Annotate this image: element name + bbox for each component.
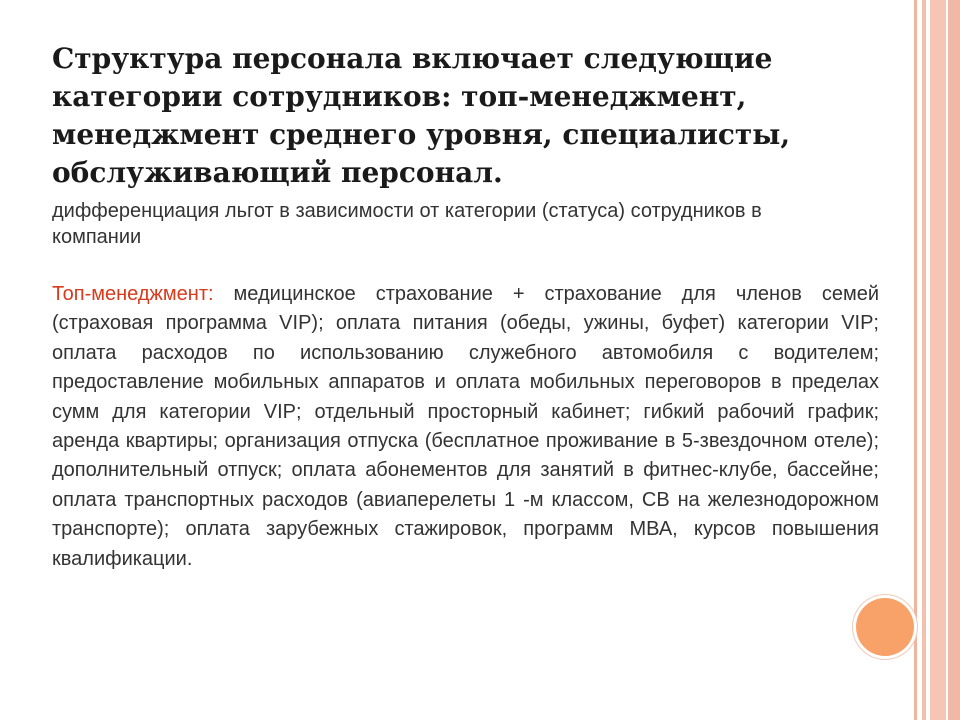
- stripe: [922, 0, 926, 720]
- decorative-side-stripes: [914, 0, 960, 720]
- subheading: дифференциация льгот в зависимости от категории (статуса) сотрудников в компании: [52, 200, 762, 248]
- stripe: [914, 0, 917, 720]
- body-paragraph: [52, 280, 879, 574]
- stripe: [930, 0, 946, 720]
- stripe: [948, 0, 960, 720]
- slide-title: Структура персонала включает следующие категории сотрудников: топ-менеджмент, менеджмент среднего уровня, специалисты, обслуживающий персонал.: [52, 42, 791, 189]
- body-lead: Топ-менеджмент:: [52, 283, 214, 305]
- body-text: медицинское страхование + страхование для членов семей (страховая программа VIP); оплата питания (обеды, ужины, буфет) категории VIP; оплата расходов по использованию служебного автомобиля с водителем; предоставление мобильных аппаратов и оплата мобильных переговоров в пределах сумм для категории VIP; отдельный просторный кабинет; гибкий рабочий график; аренда квартиры; организация отпуска (бесплатное проживание в 5-звездочном отеле); дополнительный отпуск; оплата абонементов для занятий в фитнес-клубе, бассейне; оплата транспортных расходов (авиаперелеты 1 -м классом, СВ на железнодорожном транспорте); оплата зарубежных стажировок, программ МВА, курсов повышения квалификации.: [52, 283, 879, 570]
- decorative-circle: [856, 598, 914, 656]
